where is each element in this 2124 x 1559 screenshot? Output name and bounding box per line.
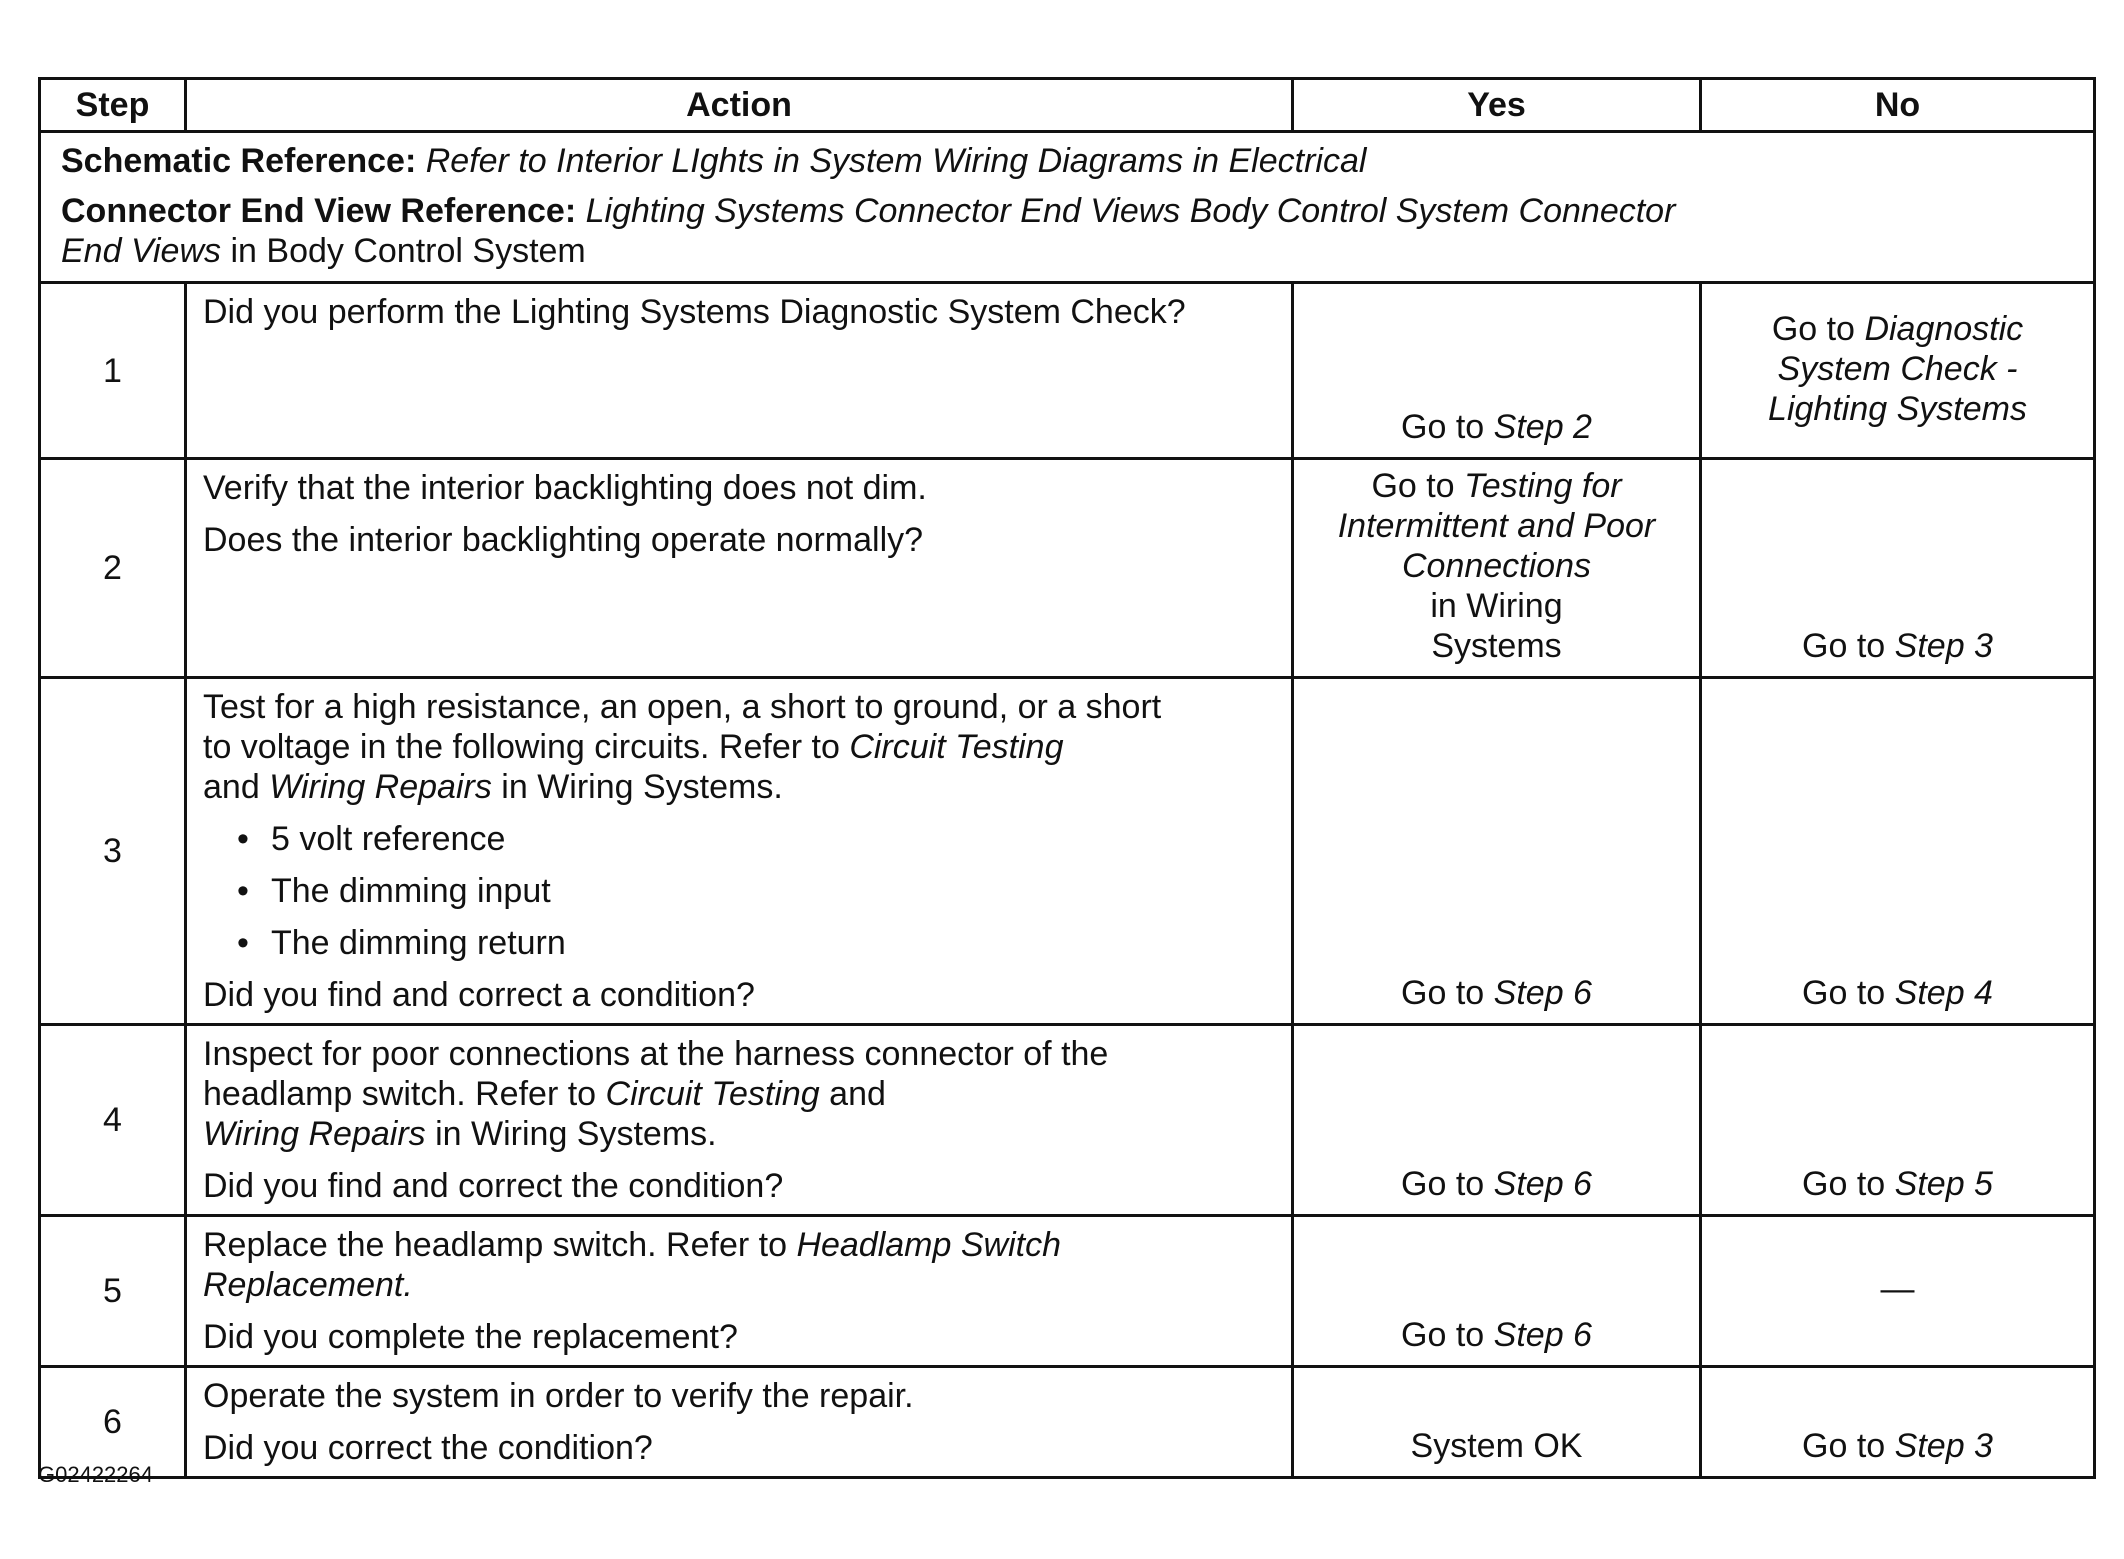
schematic-reference-text: Refer to Interior LIghts in System Wiring Diagrams in Electrical <box>425 142 1367 180</box>
step-number: 4 <box>40 1025 186 1216</box>
connector-reference-label: Connector End View Reference: <box>61 192 577 230</box>
header-action: Action <box>186 79 1293 132</box>
circuit-list <box>237 819 1275 963</box>
action-question: Did you find and correct the condition? <box>203 1167 784 1205</box>
figure-id: G02422264 <box>38 1462 153 1487</box>
list-item: • The dimming input <box>237 871 1275 911</box>
action-cell <box>186 1025 1293 1216</box>
yes-result: System OK <box>1410 1427 1583 1465</box>
yes-target: Step 2 <box>1493 408 1592 446</box>
no-cell <box>1701 1216 2095 1367</box>
action-question: Did you complete the replacement? <box>203 1318 738 1356</box>
yes-prefix: Go to <box>1371 467 1455 505</box>
action-question: Did you correct the condition? <box>203 1429 653 1467</box>
step-number: 2 <box>40 459 186 678</box>
action-text: Inspect for poor connections at the harness connector of the headlamp switch. Refer to Circuit Testing and Wiring Repairs in Wiring Systems. <box>203 1035 1109 1153</box>
table-row <box>40 1367 2095 1478</box>
no-dash: — <box>1880 1270 1915 1308</box>
yes-cell <box>1293 1025 1701 1216</box>
list-item: • 5 volt reference <box>237 819 1275 859</box>
table-row <box>40 678 2095 1025</box>
no-target: Step 5 <box>1894 1165 1993 1203</box>
step-number: 5 <box>40 1216 186 1367</box>
action-question: Does the interior backlighting operate normally? <box>203 521 924 559</box>
action-cell <box>186 678 1293 1025</box>
diagnostic-table <box>38 77 2096 1479</box>
no-target-2: System Check - <box>1777 349 2018 388</box>
connector-reference-text-2: End Views <box>61 232 222 270</box>
action-text: Operate the system in order to verify the repair. <box>203 1377 914 1415</box>
action-question: Did you find and correct a condition? <box>203 976 755 1014</box>
schematic-reference-label: Schematic Reference: <box>61 142 417 180</box>
no-target: Step 3 <box>1894 1427 1993 1465</box>
action-text: Verify that the interior backlighting does not dim. <box>203 469 927 507</box>
no-prefix: Go to <box>1802 1165 1886 1203</box>
connector-reference-text: Lighting Systems Connector End Views Body Control System Connector <box>585 192 1676 230</box>
yes-cell <box>1293 283 1701 459</box>
yes-prefix: Go to <box>1401 408 1485 446</box>
no-target: Step 3 <box>1894 627 1993 665</box>
table-row <box>40 459 2095 678</box>
table-row <box>40 283 2095 459</box>
table-header-row <box>40 79 2095 132</box>
no-cell <box>1701 1025 2095 1216</box>
yes-suffix-1: in Wiring <box>1430 587 1563 625</box>
no-cell <box>1701 283 2095 459</box>
yes-cell <box>1293 1367 1701 1478</box>
table-row <box>40 1216 2095 1367</box>
yes-prefix: Go to <box>1401 1316 1485 1354</box>
header-yes: Yes <box>1293 79 1701 132</box>
action-text: Did you perform the Lighting Systems Diagnostic System Check? <box>203 293 1186 331</box>
schematic-reference <box>61 141 2077 181</box>
step-number: 3 <box>40 678 186 1025</box>
no-target-1: Diagnostic <box>1864 309 2024 348</box>
no-prefix: Go to <box>1802 1427 1886 1465</box>
yes-target: Step 6 <box>1493 974 1592 1012</box>
action-cell <box>186 459 1293 678</box>
yes-prefix: Go to <box>1401 974 1485 1012</box>
yes-suffix-2: Systems <box>1431 627 1562 665</box>
no-target-3: Lighting Systems <box>1768 389 2027 428</box>
action-cell <box>186 283 1293 459</box>
action-cell <box>186 1216 1293 1367</box>
no-target: Step 4 <box>1894 974 1993 1012</box>
no-prefix: Go to <box>1802 627 1886 665</box>
yes-target: Step 6 <box>1493 1316 1592 1354</box>
no-cell <box>1701 459 2095 678</box>
connector-reference-text-3: in Body Control System <box>230 232 586 270</box>
yes-cell <box>1293 678 1701 1025</box>
no-prefix: Go to <box>1802 974 1886 1012</box>
action-cell <box>186 1367 1293 1478</box>
yes-target-3: Connections <box>1401 547 1591 585</box>
header-no: No <box>1701 79 2095 132</box>
reference-row <box>40 132 2095 283</box>
list-item: • The dimming return <box>237 923 1275 963</box>
yes-target-1: Testing for <box>1464 467 1622 505</box>
connector-reference <box>61 191 2077 231</box>
action-text: Test for a high resistance, an open, a short to ground, or a short to voltage in the following circuits. Refer to Circuit Testing and Wiring Repairs in Wiring Systems. <box>203 688 1162 806</box>
action-text: Replace the headlamp switch. Refer to Headlamp Switch Replacement. <box>203 1226 1061 1304</box>
yes-cell <box>1293 459 1701 678</box>
step-number: 6 <box>40 1367 186 1478</box>
no-cell <box>1701 678 2095 1025</box>
yes-cell <box>1293 1216 1701 1367</box>
yes-target-2: Intermittent and Poor <box>1337 507 1656 545</box>
yes-prefix: Go to <box>1401 1165 1485 1203</box>
header-step: Step <box>40 79 186 132</box>
no-prefix: Go to <box>1771 309 1855 348</box>
connector-reference-cont <box>61 231 2077 271</box>
reference-cell <box>40 132 2095 283</box>
no-cell <box>1701 1367 2095 1478</box>
table-row <box>40 1025 2095 1216</box>
step-number: 1 <box>40 283 186 459</box>
yes-target: Step 6 <box>1493 1165 1592 1203</box>
